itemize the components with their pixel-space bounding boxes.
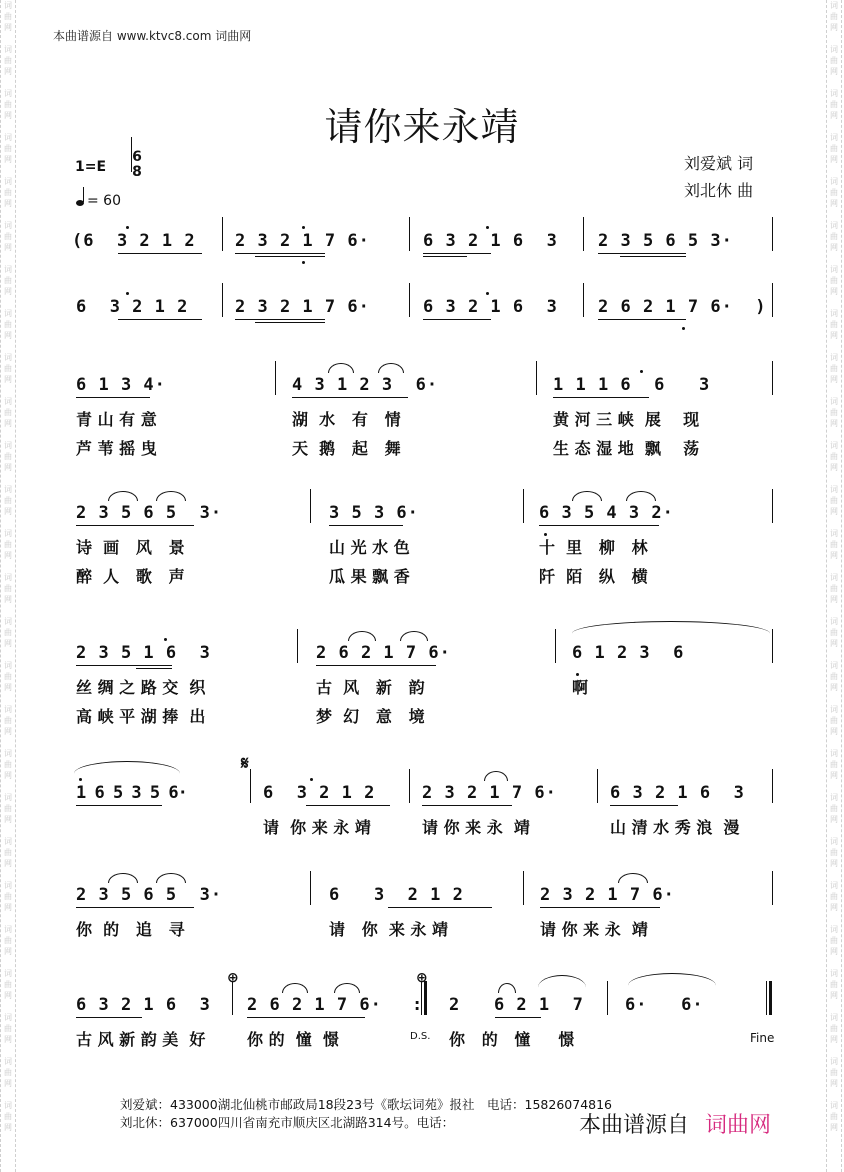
score-row-2 bbox=[0, 297, 844, 327]
score-row-3 bbox=[0, 375, 844, 458]
lyric-verse-1: 青 山 有 意 bbox=[76, 410, 157, 429]
lyric-verse-1: 湖 水 有 情 bbox=[292, 410, 401, 429]
lyric-verse-1: 黄 河 三 峡 展 现 bbox=[553, 410, 700, 429]
measure: 6 3 2 1 2 bbox=[76, 297, 189, 317]
key-signature: 1=E bbox=[75, 159, 107, 175]
lyric-verse-2: 生 态 湿 地 飘 荡 bbox=[553, 439, 700, 458]
segno-icon: 𝄋 bbox=[241, 753, 249, 774]
time-sig-bottom: 8 bbox=[132, 164, 142, 180]
measure: 2 3 5 6 5 3· bbox=[598, 231, 733, 251]
score-row-4 bbox=[0, 503, 844, 586]
measure: 2 6 2 1 7 6· bbox=[247, 995, 382, 1015]
measure: 2 3 2 1 7 6· bbox=[235, 297, 370, 317]
measure: 2 3 2 1 7 6· bbox=[235, 231, 370, 251]
tempo-value: = 60 bbox=[87, 193, 121, 209]
lyric-verse-1: 山 光 水 色 bbox=[329, 538, 410, 557]
measure: 2 6 2 1 7 6· bbox=[316, 643, 451, 663]
side-watermark-left: 词 曲 网 词 曲 网 词 曲 网 词 曲 网 词 曲 网 词 曲 网 词 曲 网 词 曲 网 词 曲 网 词 曲 网 词 曲 网 词 曲 网 词 曲 网 词 曲 网 词 曲 网 词 曲 网 词 曲 网 词 曲 网 词 曲 网 词 曲 网 词 曲 网 词 曲 网 词 曲 网 词 曲 网 词 曲 网 词 曲 网 bbox=[0, 0, 16, 1172]
measure: 2 3 2 1 7 6· bbox=[422, 783, 557, 803]
measure: 1 6 5 3 5 6· bbox=[76, 783, 187, 803]
lyric-verse-1: 诗 画 风 景 bbox=[76, 538, 185, 557]
measure: 6 3 2 1 6 3 bbox=[76, 995, 211, 1015]
measure: 6 1 3 4· bbox=[76, 375, 166, 395]
lyric-chorus: 请 你 来 永 靖 bbox=[329, 920, 448, 939]
lyric-verse-2: 瓜 果 飘 香 bbox=[329, 567, 410, 586]
measure: 2 6 2 1 7 6· ) bbox=[598, 297, 767, 317]
measure: 2 3 5 6 5 3· bbox=[76, 885, 223, 905]
lyric-chorus: 你 的 憧 憬 bbox=[247, 1030, 339, 1049]
lyric-chorus: 请 你 来 永 靖 bbox=[422, 818, 530, 837]
measure: 2 3 5 1 6 3 bbox=[76, 643, 211, 663]
lyricist-contact: 刘爱斌：433000湖北仙桃市邮政局18段23号《歌坛词苑》报社 电话：15826074816 bbox=[120, 1097, 613, 1112]
lyric-verse-1: 啊 bbox=[572, 678, 589, 697]
measure: 2 3 2 1 7 6· bbox=[540, 885, 675, 905]
measure: 6 3 2 1 6 3 bbox=[423, 297, 558, 317]
lyric-verse-1: 古 风 新 韵 bbox=[316, 678, 425, 697]
score-row-8: 6 3 2 1 6 3 ⊕ 2 6 2 1 7 6· ⊕ : 2 6 2 1 7 6· 6· 古 风 新 韵 美 好 你 的 憧 憬 你 的 憧 憬 bbox=[0, 995, 844, 1025]
measure: 6 3 2 1 6 3 bbox=[610, 783, 745, 803]
score-row-6 bbox=[0, 753, 844, 837]
measure: 2 6 2 1 7 bbox=[449, 995, 584, 1015]
coda-icon: ⊕ bbox=[227, 970, 239, 986]
measure: 1 1 1 6 6 3 bbox=[553, 375, 711, 395]
measure: 3 5 3 6· bbox=[329, 503, 419, 523]
lyric-verse-2: 梦 幻 意 境 bbox=[316, 707, 425, 726]
lyric-verse-1: 十 里 柳 林 bbox=[539, 538, 648, 557]
song-title: 请你来永靖 bbox=[324, 105, 520, 149]
measure: 6 3 5 4 3 2· bbox=[539, 503, 674, 523]
source-watermark: 本曲谱源自 www.ktvc8.com 词曲网 bbox=[53, 29, 252, 43]
lyric-chorus: 你 的 追 寻 bbox=[76, 920, 185, 939]
measure: 2 3 5 6 5 3· bbox=[76, 503, 223, 523]
lyric-verse-2: 醉 人 歌 声 bbox=[76, 567, 185, 586]
measure: 4 3 1 2 3 6· bbox=[292, 375, 439, 395]
lyric-chorus: 你 的 憧 憬 bbox=[449, 1030, 575, 1049]
lyric-chorus: 请 你 来 永 靖 bbox=[540, 920, 648, 939]
measure: 6· 6· bbox=[625, 995, 704, 1015]
lyric-verse-1: 丝 绸 之 路 交 织 bbox=[76, 678, 206, 697]
credits bbox=[684, 150, 753, 204]
score-row-1 bbox=[0, 231, 844, 261]
measure: 6 3 2 1 2 bbox=[329, 885, 464, 905]
lyric-verse-2: 高 峡 平 湖 捧 出 bbox=[76, 707, 206, 726]
lyric-chorus: 请 你 来 永 靖 bbox=[263, 818, 371, 837]
source-logo-brand: 词曲网 bbox=[705, 1113, 772, 1138]
score-row-7 bbox=[0, 885, 844, 939]
time-sig-top: 6 bbox=[132, 149, 142, 165]
composer-contact: 刘北休：637000四川省南充市顺庆区北湖路314号。电话： bbox=[120, 1115, 455, 1130]
lyric-verse-2: 天 鹅 起 舞 bbox=[292, 439, 401, 458]
lyric-chorus: 古 风 新 韵 美 好 bbox=[76, 1030, 206, 1049]
coda-icon: ⊕ bbox=[416, 970, 428, 986]
tempo-marking bbox=[76, 190, 121, 209]
source-logo bbox=[579, 1108, 771, 1139]
measure: (6 3 2 1 2 bbox=[72, 231, 196, 251]
contact-footer bbox=[120, 1096, 613, 1132]
fine-mark: Fine bbox=[750, 1031, 775, 1045]
side-watermark-right: 词 曲 网 词 曲 网 词 曲 网 词 曲 网 词 曲 网 词 曲 网 词 曲 网 词 曲 网 词 曲 网 词 曲 网 词 曲 网 词 曲 网 词 曲 网 词 曲 网 词 曲 网 词 曲 网 词 曲 网 词 曲 网 词 曲 网 词 曲 网 词 曲 网 词 曲 网 词 曲 网 词 曲 网 词 曲 网 词 曲 网 bbox=[826, 0, 842, 1172]
lyric-chorus: 山 清 水 秀 浪 漫 bbox=[610, 818, 740, 837]
time-signature bbox=[131, 150, 143, 180]
measure: 6 3 2 1 2 bbox=[263, 783, 376, 803]
source-logo-prefix: 本曲谱源自 bbox=[579, 1113, 690, 1138]
measure: 6 1 2 3 6 bbox=[572, 643, 685, 663]
lyric-verse-2: 芦 苇 摇 曳 bbox=[76, 439, 157, 458]
score-row-5 bbox=[0, 643, 844, 726]
lyric-verse-2: 阡 陌 纵 横 bbox=[539, 567, 648, 586]
dal-segno-mark: D.S. bbox=[410, 1031, 431, 1042]
lyricist-credit: 刘爱斌 词 bbox=[684, 154, 754, 173]
composer-credit: 刘北休 曲 bbox=[684, 181, 754, 200]
measure: 6 3 2 1 6 3 bbox=[423, 231, 558, 251]
